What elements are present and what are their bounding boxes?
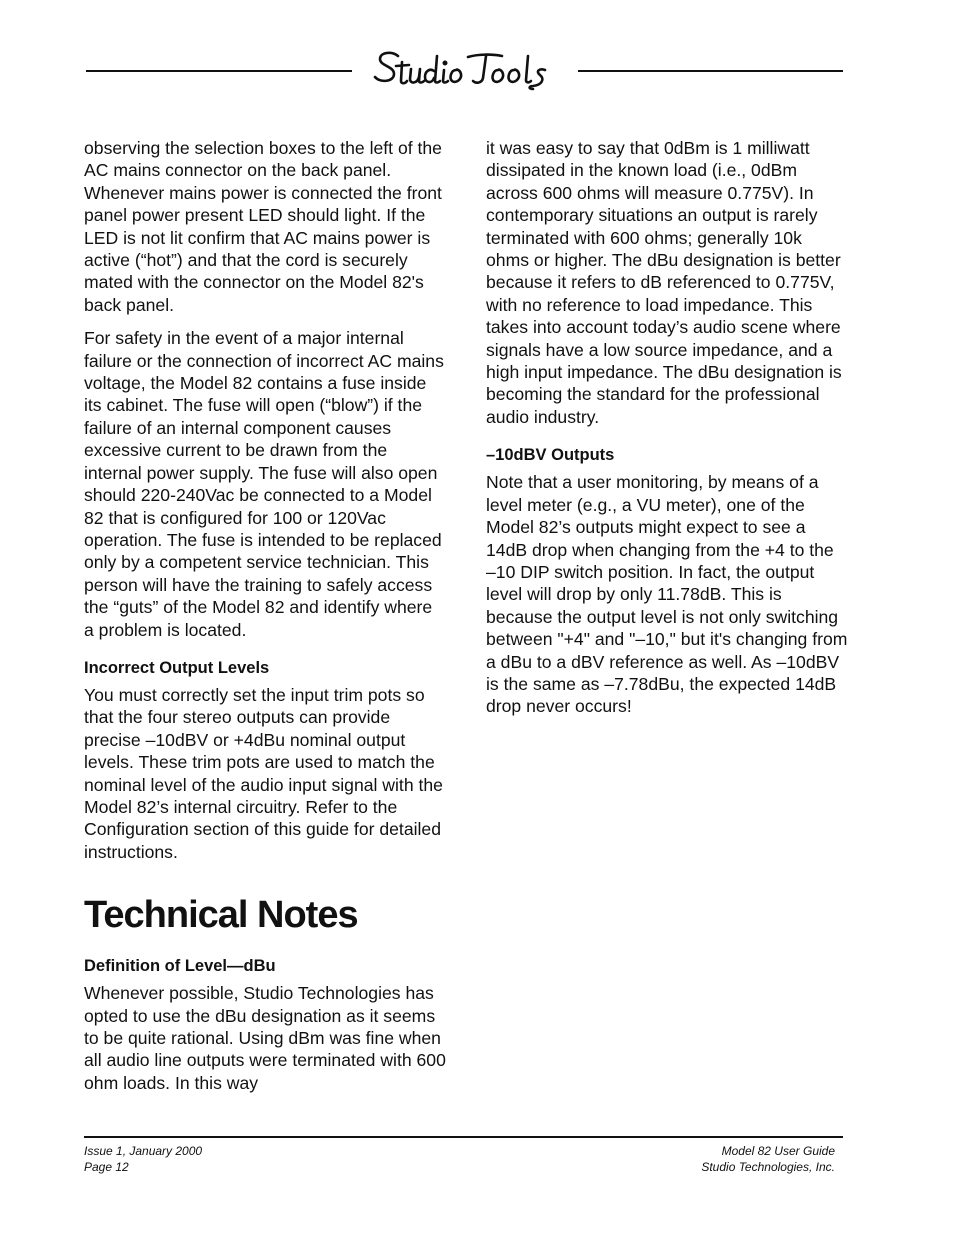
- footer-rule: [84, 1136, 843, 1138]
- section-title-technical-notes: Technical Notes: [84, 894, 358, 937]
- studio-tools-logo: [370, 48, 566, 92]
- footer-company: Studio Technologies, Inc.: [701, 1159, 835, 1174]
- footer-guide-title: Model 82 User Guide: [721, 1144, 835, 1158]
- paragraph-ac-mains: observing the selection boxes to the left of the AC mains connector on the back panel. Whenever mains power is connected the front panel power present LED should light. If the LED is not lit confirm that AC mains power is active (“hot”) and that the cord is securely mated with the connector on the Model 82's back panel.: [84, 138, 442, 315]
- footer-left: [84, 1144, 202, 1175]
- header-rule-left: [86, 70, 352, 72]
- footer-right: [560, 1144, 835, 1175]
- left-column: [84, 137, 446, 1105]
- footer-page-number: Page 12: [84, 1159, 129, 1174]
- paragraph-trim-pots: You must correctly set the input trim pots so that the four stereo outputs can provide precise –10dBV or +4dBu nominal output levels. These trim pots are used to match the nominal level of the audio input signal with the Model 82’s internal circuitry. Refer to the Configuration section of this guide for detailed instructions.: [84, 684, 443, 862]
- paragraph-dbu-definition: Whenever possible, Studio Technologies has opted to use the dBu designation as it seems to be quite rational. Using dBm was fine when all audio line outputs were terminated with 600 ohm loads. In this way: [84, 983, 446, 1093]
- heading-definition-dbu: Definition of Level—dBu: [84, 957, 276, 976]
- paragraph-dbm-explanation: it was easy to say that 0dBm is 1 milliwatt dissipated in the known load (i.e., 0dBm across 600 ohms will measure 0.775V). In contemporary situations an output is rarely terminated with 600 ohms; generally 10k ohms or higher. The dBu designation is better because it refers to dB referenced to 0.775V, with no reference to load impedance. This takes into account today’s audio scene where signals have a low source impedance, and a high input impedance. The dBu designation is becoming the standard for the professional audio industry.: [486, 138, 842, 427]
- header-rule-right: [578, 70, 843, 72]
- paragraph-10dbv-explanation: Note that a user monitoring, by means of a level meter (e.g., a VU meter), one of the Model 82’s outputs might expect to see a 14dB drop when changing from the +4 to the –10 DIP switch position. In fact, the output level will drop by only 11.78dB. This is because the output level is not only switching between "+4" and "–10," but it's changing from a dBu to a dBV reference as well. As –10dBV is the same as –7.78dBu, the expected 14dB drop never occurs!: [486, 472, 848, 717]
- right-column: [486, 137, 848, 729]
- heading-incorrect-output-levels: Incorrect Output Levels: [84, 658, 270, 677]
- paragraph-fuse-safety: For safety in the event of a major internal failure or the connection of incorrect AC mains voltage, the Model 82 contains a fuse inside its cabinet. The fuse will open (“blow”) if the failure of an internal component causes excessive current to be drawn from the internal power supply. The fuse will also open should 220-240Vac be connected to a Model 82 that is configured for 100 or 120Vac operation. The fuse is intended to be replaced only by a competent service technician. This person will have the training to safely access the “guts” of the Model 82 and identify where a problem is located.: [84, 328, 444, 640]
- heading-10dbv-outputs: –10dBV Outputs: [486, 446, 615, 465]
- footer-issue: Issue 1, January 2000: [84, 1144, 203, 1158]
